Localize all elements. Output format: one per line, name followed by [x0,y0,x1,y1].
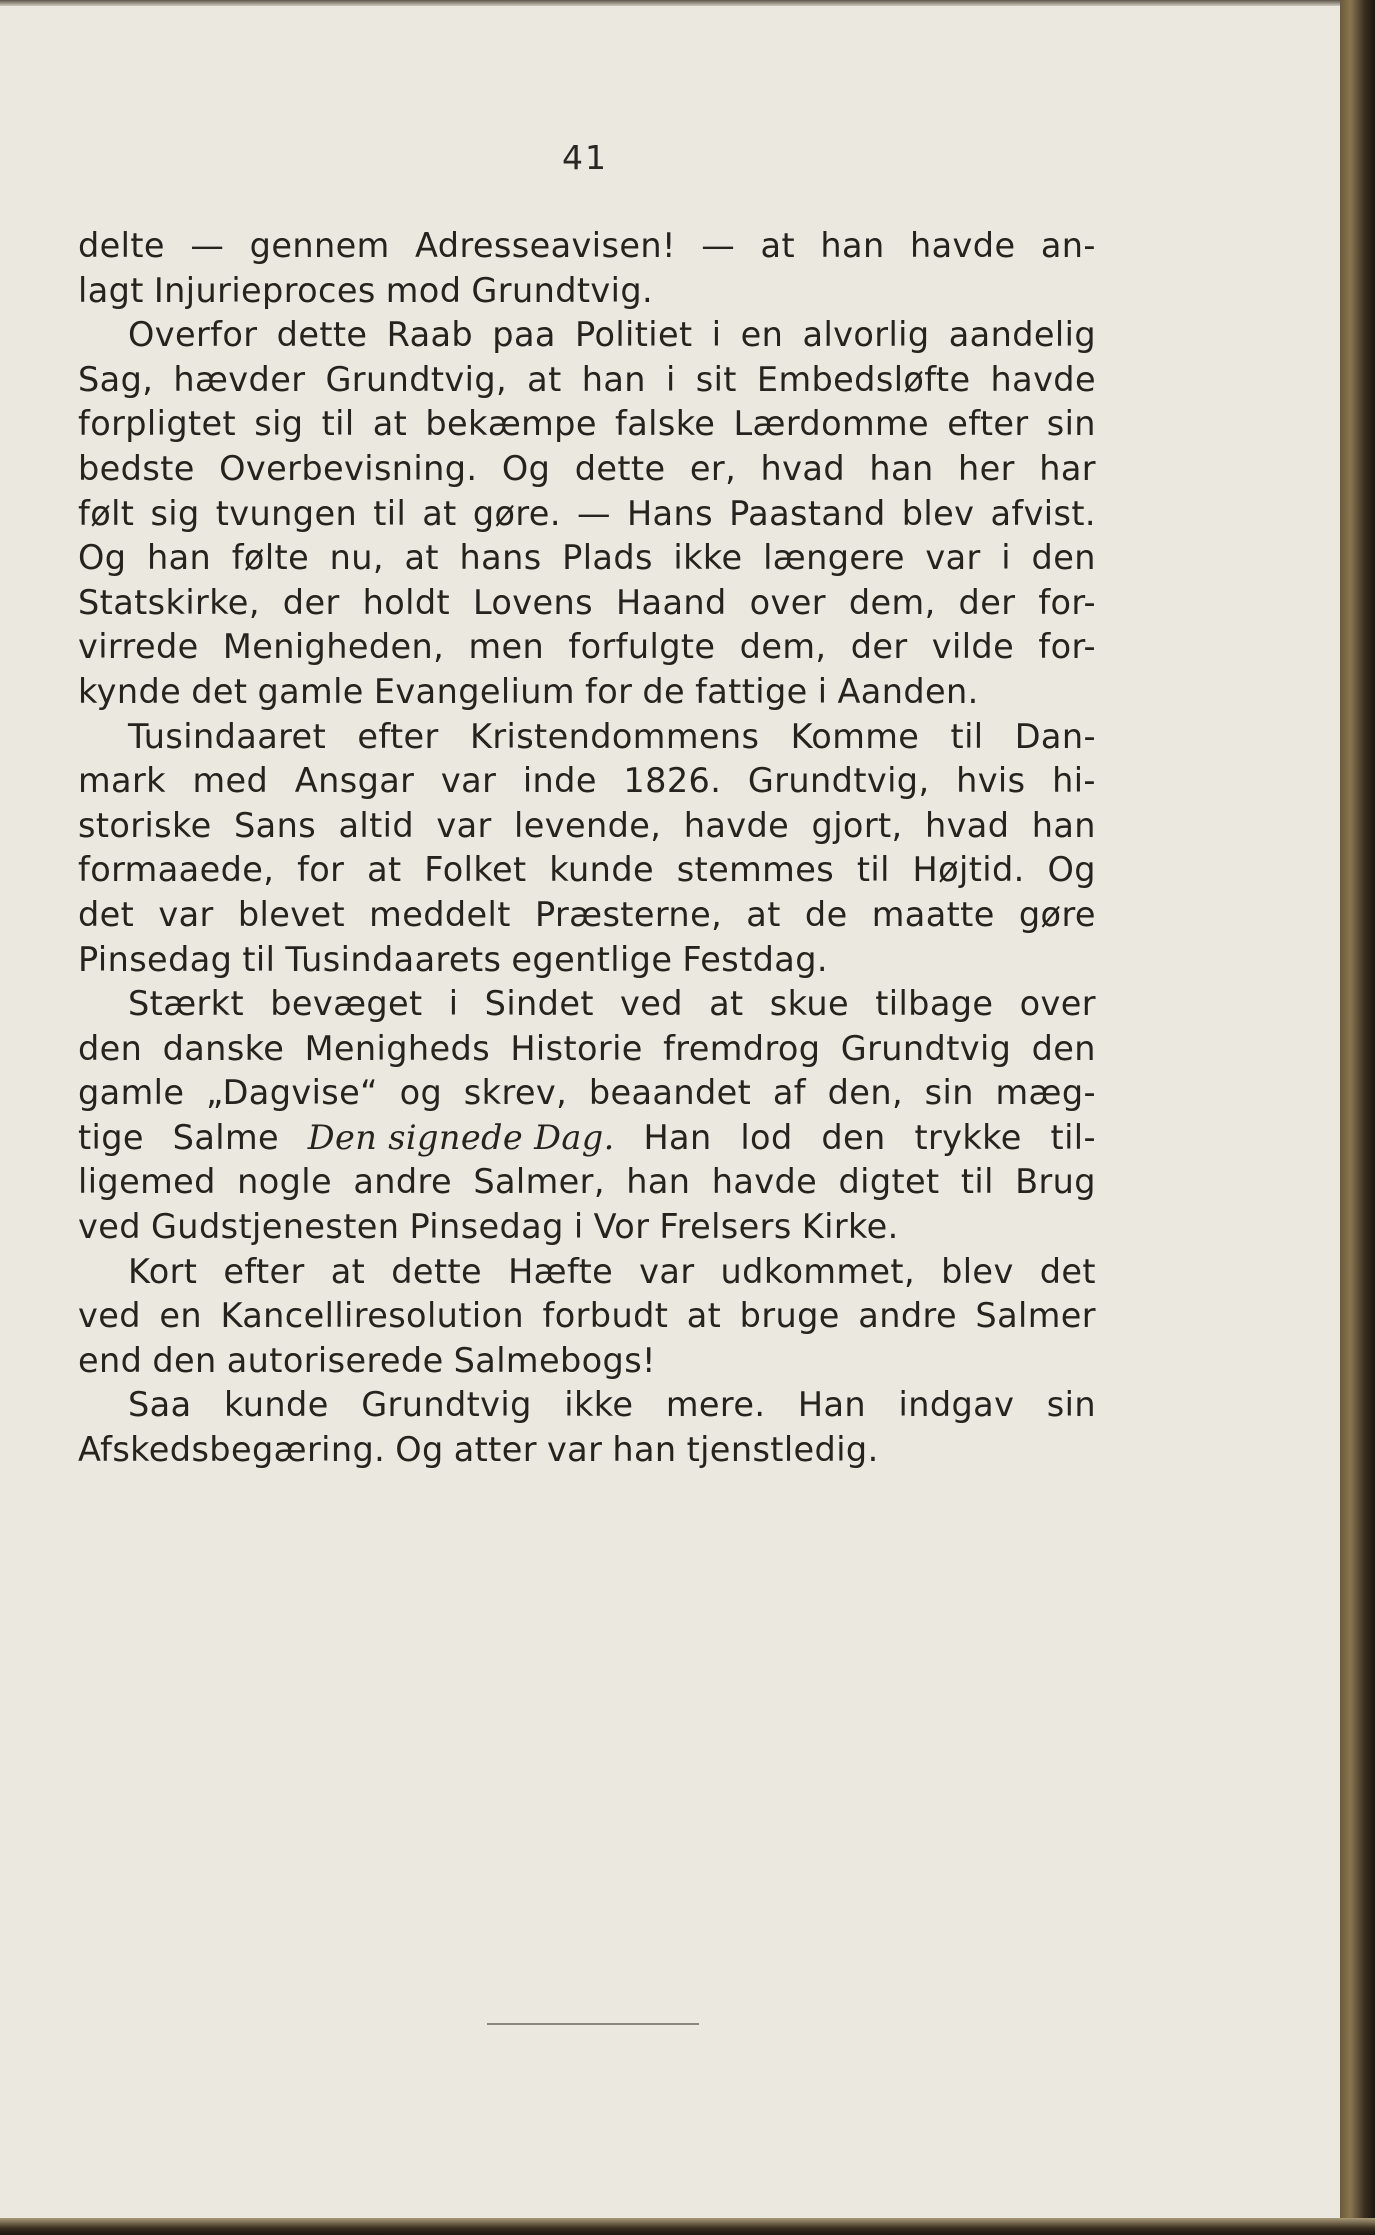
word: sin [1046,404,1096,444]
word: har [1039,448,1096,488]
word: hvad [760,448,845,488]
word: fattige [695,671,808,711]
word: gamle [78,1073,185,1113]
word: af [772,1073,806,1113]
word: sig [150,493,200,533]
text-line [78,1294,1096,1339]
word: Politiet [575,315,693,355]
text-line [78,492,1096,537]
word: egentlige [511,939,673,979]
word: Folket [424,850,527,890]
word: Haand [615,582,727,622]
page-number: 41 [562,138,608,177]
word: Adresseavisen! [415,226,676,265]
word: den [78,1028,143,1068]
text-line [78,1339,1096,1384]
word: afvist. [990,493,1096,533]
word: dette [391,1251,483,1291]
word: efter [947,404,1029,444]
word: bekæmpe [425,404,597,444]
word: i [448,984,459,1024]
word: at [422,493,457,533]
word: havde [990,359,1096,399]
word: bedste [78,448,195,488]
word: Raab [386,315,474,355]
text-line [78,670,1096,715]
paragraph [78,715,1096,983]
word: der [958,582,1016,622]
word: paa [492,315,556,355]
word: Tusindaarets [285,939,502,979]
word: over [1019,984,1096,1024]
word: til [373,493,407,533]
word: Frelsers [659,1207,792,1247]
word: blev [901,493,975,533]
word: inde [522,761,597,801]
section-rule [487,2023,699,2025]
word: an- [1040,226,1096,265]
word: Lærdomme [733,404,930,444]
word: over [749,582,826,622]
word: efter [223,1251,305,1291]
word: han [612,1430,677,1470]
word: mod [385,270,462,310]
word: Sans [234,805,317,845]
word: — [190,226,225,265]
word: i [665,359,676,399]
text-line [78,536,1096,581]
word: nu, [329,538,384,578]
word: nogle [237,1162,333,1202]
word: han [820,226,885,265]
word: formaaede, [78,850,275,890]
word: for- [1038,627,1096,667]
word: at [746,894,781,934]
word: men [468,627,545,667]
word: det [1039,1251,1096,1291]
word: i [573,1207,584,1247]
word: Han [643,1117,712,1157]
word: forpligtet [78,404,237,444]
word: stemmes [676,850,835,890]
word: gjort, [811,805,903,845]
word: Salmer [975,1296,1096,1336]
paragraph [78,313,1096,714]
word: hans [459,538,542,578]
word: dette [276,315,368,355]
word: Overfor [128,315,258,355]
word: Kancelliresolution [220,1296,525,1336]
word: længere [763,538,905,578]
paragraph [78,982,1096,1250]
word: at [367,850,402,890]
word: Pinsedag [78,939,233,979]
text-line [78,1205,1096,1250]
text-line [78,358,1096,403]
book-binding-edge [1340,0,1375,2235]
word: Hæfte [508,1251,614,1291]
word: ved [78,1207,141,1247]
word: andre [858,1296,957,1336]
paragraph [78,1250,1096,1384]
word: mark [78,761,166,801]
word: Saa [128,1385,192,1425]
text-line [78,313,1096,358]
word: Komme [790,716,920,756]
word: en [159,1296,203,1336]
word: forbudt [542,1296,669,1336]
word: Menigheds [304,1028,491,1068]
word: for- [1038,582,1096,622]
word: dette [574,448,666,488]
word: Stærkt [128,984,245,1024]
word: han [1031,805,1096,845]
word: Og [78,538,127,578]
word: tilbage [875,984,994,1024]
text-line [78,938,1096,983]
word: Kort [128,1251,198,1291]
word: til [960,1162,994,1202]
word: autoriserede [226,1340,444,1380]
text-line [78,715,1096,760]
word: Tusindaaret [128,716,327,756]
word: i [1001,538,1011,578]
book-bottom-edge [0,2218,1375,2235]
word: Menigheden, [222,627,445,667]
word: var [436,805,492,845]
word: Salme [172,1117,280,1157]
text-line [78,848,1096,893]
text-line [78,581,1096,626]
word: ikke [673,538,743,578]
word: gamle [257,671,364,711]
word: Ansgar [294,761,415,801]
word: blev [941,1251,1014,1291]
word: Paastand [729,493,886,533]
word: bevæget [270,984,423,1024]
word: Dan- [1014,716,1096,756]
word: mæg- [995,1073,1096,1113]
word: for [585,671,633,711]
word: at [404,538,439,578]
word: det [78,894,135,934]
text-line [78,269,1096,314]
word: til [242,939,276,979]
text-line [78,1383,1096,1428]
word: de [642,671,686,711]
word: at [686,1296,722,1336]
word: dem, [739,627,827,667]
word: Statskirke, [78,582,260,622]
word: kunde [224,1385,329,1425]
text-line [78,224,1096,269]
page-top-shadow [0,0,1350,6]
text-line [78,893,1096,938]
word: tjenstledig. [686,1430,879,1470]
word: Aanden. [837,671,979,711]
word: Grundtvig [361,1385,532,1425]
word: sin [924,1073,974,1113]
word: lagt [78,270,144,310]
word: Grundtvig [840,1028,1012,1068]
word: den [821,1117,886,1157]
word: til [856,850,890,890]
text-line [78,1428,1096,1473]
word: med [192,761,269,801]
word: Lovens [472,582,594,622]
word: Festdag. [682,939,828,979]
text-line [78,1027,1096,1072]
text-line [78,804,1096,849]
text-line [78,402,1096,447]
paragraph [78,224,1096,313]
word: de [804,894,848,934]
text-line [78,447,1096,492]
word: hvad [924,805,1010,845]
word: skrev, [463,1073,568,1113]
word: Historie [510,1028,643,1068]
word: Grundtvig, [747,761,930,801]
word: ligemed [78,1162,216,1202]
word: maatte [871,894,995,934]
word: til [321,404,355,444]
word: storiske [78,805,212,845]
word: udkommet, [720,1251,916,1291]
word: skue [769,984,850,1024]
word: fremdrog [663,1028,821,1068]
word: Sindet [484,984,594,1024]
text-line [78,625,1096,670]
word: følte [231,538,310,578]
word: — [701,226,736,265]
word: ikke [564,1385,634,1425]
body-text [78,224,1096,1473]
word: Kristendommens [469,716,760,756]
word: var [546,1430,603,1470]
word: sit [695,359,737,399]
word: at [709,984,744,1024]
word: vilde [931,627,1015,667]
word: holdt [362,582,451,622]
word: den [1031,1028,1096,1068]
word: Injurieproces [153,270,376,310]
word: aandelig [948,315,1096,355]
word: lod [740,1117,793,1157]
word: digtet [838,1162,940,1202]
word: hævder [173,359,306,399]
word: bruge [739,1296,840,1336]
word: Grundtvig, [325,359,508,399]
word: mere. [665,1385,766,1425]
word: i [711,315,722,355]
word: at [527,359,562,399]
word: den [152,1340,217,1380]
word: — [576,493,611,533]
word: den [1031,538,1096,578]
word: han [146,538,212,578]
word: atter [453,1430,537,1470]
word: Han [797,1385,867,1425]
word: hvis [956,761,1026,801]
word: havde [683,805,790,845]
word: gøre. [472,493,561,533]
word: tvungen [215,493,358,533]
word: levende, [514,805,662,845]
word: havde [910,226,1016,265]
word: end [78,1340,143,1380]
word: var [639,1251,695,1291]
word: Evangelium [373,671,575,711]
word: Gudstjenesten [150,1207,400,1247]
word: en [740,315,784,355]
word: forfulgte [568,627,716,667]
word: tige [78,1117,144,1157]
word: Og [501,448,551,488]
word: kynde [78,671,182,711]
text-line [78,1250,1096,1295]
word: Plads [562,538,653,578]
word: delte [78,226,165,265]
word: Kirke. [801,1207,899,1247]
word: var [158,894,214,934]
word: kunde [549,850,654,890]
word: virrede [78,627,199,667]
word: andre [353,1162,453,1202]
word: ved [78,1296,141,1336]
word: Hans [626,493,713,533]
word: Sag, [78,359,154,399]
word: Embedsløfte [756,359,971,399]
word: at [760,226,795,265]
word: trykke [914,1117,1022,1157]
word: og [399,1073,443,1113]
word: Salmebogs! [453,1340,656,1380]
word: sig [254,404,304,444]
word: følt [78,493,135,533]
word: Vor [593,1207,650,1247]
word: til [950,716,984,756]
word: havde [711,1162,818,1202]
word: meddelt [369,894,511,934]
word: at [372,404,408,444]
word: indgav [898,1385,1015,1425]
word: var [440,761,497,801]
word: Og [395,1430,444,1470]
text-line [78,759,1096,804]
text-line [78,1160,1096,1205]
word: der [282,582,340,622]
word: dem, [848,582,936,622]
word: den, [827,1073,903,1113]
word: var [925,538,981,578]
word: Og [1047,850,1096,890]
italic-title: Den signede Dag. [307,1117,615,1157]
word: „Dagvise“ [206,1073,378,1113]
word: beaandet [588,1073,752,1113]
word: falske [615,404,716,444]
word: efter [357,716,439,756]
word: for [297,850,345,890]
word: hi- [1052,761,1096,801]
paragraph [78,1383,1096,1472]
word: sin [1046,1385,1096,1425]
text-line [78,982,1096,1027]
word: gennem [249,226,390,265]
word: Salmer, [473,1162,605,1202]
word: i [817,671,828,711]
word: Afskedsbegæring. [78,1430,386,1470]
word: at [330,1251,366,1291]
word: er, [689,448,737,488]
word: Pinsedag [409,1207,564,1247]
text-line [78,1071,1096,1116]
word: ved [620,984,683,1024]
text-line [78,1116,1096,1161]
word: altid [338,805,414,845]
word: det [191,671,248,711]
word: blevet [237,894,346,934]
word: han [626,1162,691,1202]
word: gøre [1018,894,1096,934]
word: der [850,627,908,667]
word: Brug [1015,1162,1096,1202]
word: her [958,448,1015,488]
word: Højtid. [912,850,1025,890]
word: Præsterne, [534,894,723,934]
word: han [869,448,934,488]
word: Grundtvig. [471,270,654,310]
word: han [581,359,646,399]
word: danske [162,1028,285,1068]
word: til- [1050,1117,1096,1157]
word: alvorlig [802,315,930,355]
word: 1826. [623,761,722,801]
word: Overbevisning. [219,448,478,488]
